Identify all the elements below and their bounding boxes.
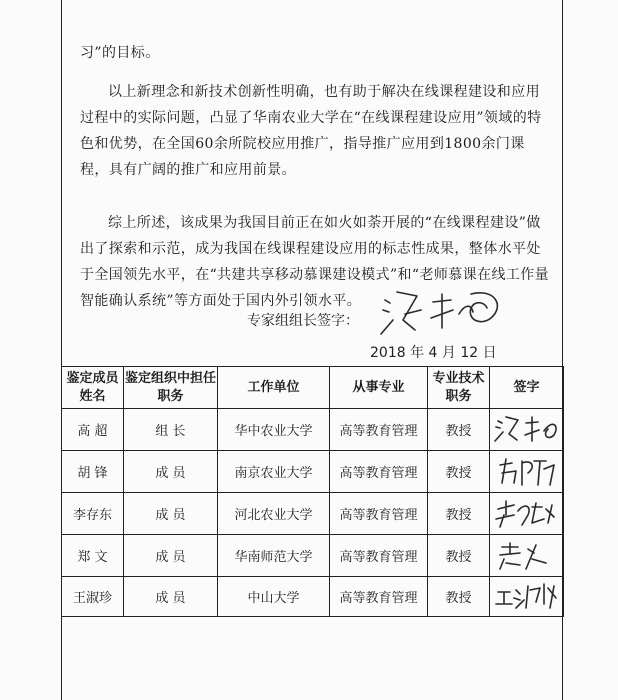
member-title: 教授: [428, 535, 490, 577]
paragraph-innovation: 以上新理念和新技术创新性明确，也有助于解决在线课程建设和应用过程中的实际问题，凸显了华南农业大学在“在线课程建设应用”领域的特色和优势，在全国60余所院校应用推广，指导推广应用到1800余门课程，具有广阔的推广和应用前景。: [80, 84, 542, 178]
member-unit: 华中农业大学: [218, 409, 330, 451]
member-name: 王淑珍: [62, 577, 124, 617]
member-major: 高等教育管理: [330, 577, 428, 617]
member-signature: [490, 493, 564, 535]
member-unit: 中山大学: [218, 577, 330, 617]
leader-signature-label: 专家组组长签字：: [247, 313, 359, 329]
paragraph-continuation: 习”的目标。: [80, 45, 160, 61]
member-signature: [490, 451, 564, 493]
header-title: 专业技术职务: [428, 367, 490, 409]
member-name: 郑 文: [62, 535, 124, 577]
expert-members-table: [61, 366, 564, 617]
member-title: 教授: [428, 409, 490, 451]
handwritten-signature: [492, 455, 562, 489]
member-role: 成 员: [124, 451, 218, 493]
member-major: 高等教育管理: [330, 451, 428, 493]
header-name: 鉴定成员姓名: [62, 367, 124, 409]
paragraph-conclusion: 综上所述，该成果为我国目前正在如火如荼开展的“在线课程建设”做出了探索和示范，成为我国在线课程建设应用的标志性成果，整体水平处于全国领先水平，在“共建共享移动慕课建设模式”和“老师慕课在线工作量智能确认系统”等方面处于国内外引领水平。: [80, 215, 550, 309]
handwritten-signature: [492, 539, 562, 573]
member-unit: 南京农业大学: [218, 451, 330, 493]
header-role: 鉴定组织中担任职务: [124, 367, 218, 409]
member-name: 高 超: [62, 409, 124, 451]
table-row: [62, 451, 564, 493]
handwritten-signature: [492, 413, 562, 447]
member-name: 李存东: [62, 493, 124, 535]
member-signature: [490, 577, 564, 617]
member-unit: 河北农业大学: [218, 493, 330, 535]
table-header-row: [62, 367, 564, 409]
member-unit: 华南师范大学: [218, 535, 330, 577]
member-role: 成 员: [124, 577, 218, 617]
member-major: 高等教育管理: [330, 493, 428, 535]
header-major: 从事专业: [330, 367, 428, 409]
table-row: [62, 535, 564, 577]
member-title: 教授: [428, 451, 490, 493]
header-signature: 签字: [490, 367, 564, 409]
member-title: 教授: [428, 577, 490, 617]
member-role: 组 长: [124, 409, 218, 451]
member-name: 胡 锋: [62, 451, 124, 493]
member-major: 高等教育管理: [330, 535, 428, 577]
member-role: 成 员: [124, 493, 218, 535]
table-row: [62, 577, 564, 617]
signature-date: 2018 年 4 月 12 日: [370, 345, 497, 361]
member-title: 教授: [428, 493, 490, 535]
table-row: [62, 409, 564, 451]
table-row: [62, 493, 564, 535]
member-signature: [490, 409, 564, 451]
member-role: 成 员: [124, 535, 218, 577]
header-unit: 工作单位: [218, 367, 330, 409]
member-signature: [490, 535, 564, 577]
member-major: 高等教育管理: [330, 409, 428, 451]
handwritten-signature: [492, 497, 562, 531]
handwritten-signature: [492, 580, 562, 614]
leader-signature: [375, 286, 525, 346]
